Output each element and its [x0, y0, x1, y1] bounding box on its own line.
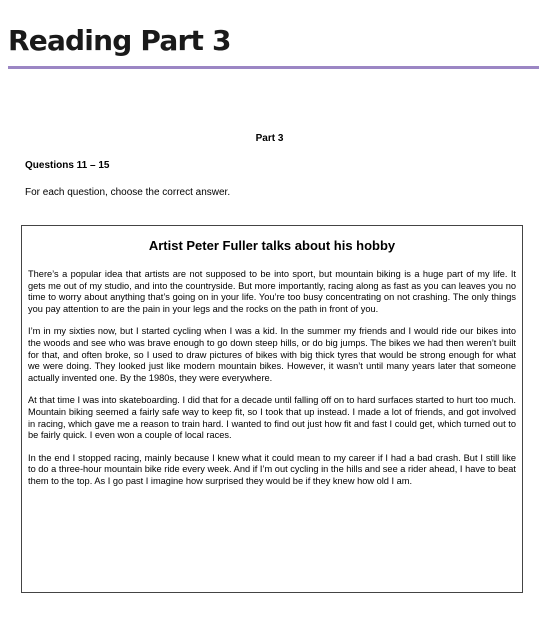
article-paragraph: In the end I stopped racing, mainly because I knew what it could mean to my career if I had a bad crash. But I still like to do a three-hour mountain bike ride every week. And if I’m out cycling in the hills and see a rider ahead, I have to beat them to the top. As I go past I imagine how surprised they would be if they knew how old I am.: [28, 452, 516, 486]
article-box: [21, 225, 523, 593]
page-heading: Reading Part 3: [8, 24, 231, 57]
article-paragraph: I’m in my sixties now, but I started cycling when I was a kid. In the summer my friends and I would ride our bikes into the woods and see who was brave enough to go down steep hills, or do big jumps. The bikes we had then weren’t built for that, and often broke, so I used to draw pictures of bikes with big thick tyres that would be strong enough for what we were doing. They looked just like modern mountain bikes. However, it wasn’t until many years later that someone actually invented one. By the 1980s, they were everywhere.: [28, 326, 516, 383]
article-paragraph: There’s a popular idea that artists are not supposed to be into sport, but mountain biking is a huge part of my life. It gets me out of my studio, and into the countryside. But more importantly, racing along as fast as you can leaves you no time to worry about anything that’s going on in your life. You’re too busy concentrating on not crashing. The only things you pay attention to are the pain in your legs and the rocks on the path in front of you.: [28, 269, 516, 314]
heading-divider: [8, 66, 539, 69]
article-title: Artist Peter Fuller talks about his hobby: [148, 238, 396, 253]
part-label: Part 3: [255, 133, 284, 144]
article-paragraph: At that time I was into skateboarding. I did that for a decade until falling off on to hard surfaces started to hurt too much. Mountain biking seemed a fairly safe way to keep fit, so I took that up instead. I made a lot of friends, and got involved in racing, which gave me a reason to train hard. I wanted to find out just how fit and fast I could get, which turned out to be fairly quick. I even won a couple of local races.: [28, 395, 516, 441]
instruction-text: For each question, choose the correct answer.: [25, 187, 231, 198]
questions-label: Questions 11 – 15: [25, 160, 110, 171]
